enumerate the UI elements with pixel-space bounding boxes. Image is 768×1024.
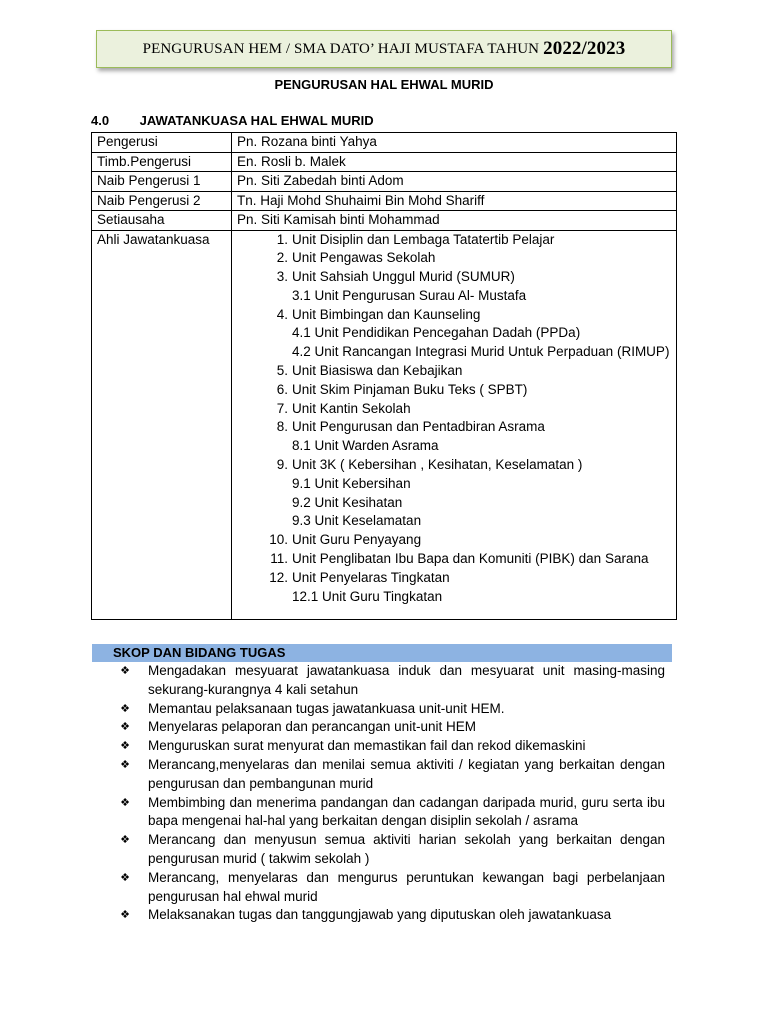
diamond-bullet-icon: ❖ bbox=[120, 871, 130, 884]
unit-number: 4. bbox=[276, 306, 288, 322]
sub-unit-item: 4.2 Unit Rancangan Integrasi Murid Untuk Perpaduan (RIMUP) bbox=[292, 344, 670, 360]
unit-item bbox=[263, 569, 676, 588]
unit-item bbox=[263, 550, 676, 569]
sub-unit-item: 9.1 Unit Kebersihan bbox=[292, 475, 411, 491]
unit-number: 2. bbox=[276, 250, 288, 266]
scope-item-text: Melaksanakan tugas dan tanggungjawab yang diputuskan oleh jawatankuasa bbox=[148, 907, 612, 923]
diamond-bullet-icon: ❖ bbox=[120, 909, 130, 922]
sub-unit-item: 9.3 Unit Keselamatan bbox=[292, 513, 422, 529]
units-list bbox=[237, 231, 676, 607]
diamond-bullet-icon: ❖ bbox=[120, 721, 130, 734]
scope-item-text: Mengadakan mesyuarat jawatankuasa induk dan mesyuarat unit masing-masing sekurang-kurangnya 4 kali setahun bbox=[148, 663, 665, 697]
unit-number: 9. bbox=[276, 457, 288, 473]
sub-unit-item: 3.1 Unit Pengurusan Surau Al- Mustafa bbox=[292, 287, 527, 303]
unit-item bbox=[263, 362, 676, 381]
members-label: Ahli Jawatankuasa bbox=[92, 230, 232, 619]
unit-label: Unit Kantin Sekolah bbox=[292, 400, 411, 416]
committee-role: Naib Pengerusi 1 bbox=[92, 172, 232, 192]
scope-item bbox=[118, 718, 665, 737]
scope-item-text: Memantau pelaksanaan tugas jawatankuasa unit-unit HEM. bbox=[148, 700, 505, 716]
unit-label: Unit Biasiswa dan Kebajikan bbox=[292, 363, 463, 379]
unit-number: 5. bbox=[276, 363, 288, 379]
unit-label: Unit 3K ( Kebersihan , Kesihatan, Keselamatan ) bbox=[292, 457, 583, 473]
scope-item-text: Merancang dan menyusun semua aktiviti harian sekolah yang berkaitan dengan pengurusan murid ( takwim sekolah ) bbox=[148, 832, 665, 866]
unit-item bbox=[263, 231, 676, 250]
unit-label: Unit Pengurusan dan Pentadbiran Asrama bbox=[292, 419, 545, 435]
unit-item bbox=[263, 418, 676, 437]
unit-label: Unit Guru Penyayang bbox=[292, 532, 422, 548]
section-title: JAWATANKUASA HAL EHWAL MURID bbox=[139, 113, 374, 128]
diamond-bullet-icon: ❖ bbox=[120, 758, 130, 771]
sub-unit-item: 12.1 Unit Guru Tingkatan bbox=[292, 588, 443, 604]
unit-number: 3. bbox=[276, 269, 288, 285]
committee-row bbox=[92, 191, 677, 211]
scope-item-text: Menguruskan surat menyurat dan memastikan fail dan rekod dikemaskini bbox=[148, 738, 586, 754]
unit-label: Unit Penyelaras Tingkatan bbox=[292, 569, 450, 585]
unit-number: 11. bbox=[270, 551, 288, 567]
unit-number: 10. bbox=[269, 532, 288, 548]
committee-role: Naib Pengerusi 2 bbox=[92, 191, 232, 211]
unit-item bbox=[263, 249, 676, 268]
scope-item bbox=[118, 737, 665, 756]
scope-item bbox=[118, 869, 665, 907]
diamond-bullet-icon: ❖ bbox=[120, 665, 130, 677]
committee-row bbox=[92, 152, 677, 172]
unit-label: Unit Disiplin dan Lembaga Tatatertib Pelajar bbox=[292, 231, 555, 247]
unit-label: Unit Sahsiah Unggul Murid (SUMUR) bbox=[292, 269, 515, 285]
scope-item bbox=[118, 906, 665, 925]
committee-role: Timb.Pengerusi bbox=[92, 152, 232, 172]
unit-number: 1. bbox=[276, 231, 288, 247]
unit-item bbox=[263, 268, 676, 287]
document-title: PENGURUSAN HAL EHWAL MURID bbox=[274, 77, 494, 92]
scope-item bbox=[118, 831, 665, 869]
committee-member-name: En. Rosli b. Malek bbox=[232, 152, 677, 172]
unit-label: Unit Skim Pinjaman Buku Teks ( SPBT) bbox=[292, 381, 528, 397]
unit-item bbox=[263, 381, 676, 400]
scope-heading: SKOP DAN BIDANG TUGAS bbox=[92, 644, 672, 662]
committee-member-name: Pn. Rozana binti Yahya bbox=[232, 133, 677, 153]
scope-item-text: Merancang,menyelaras dan menilai semua aktiviti / kegiatan yang berkaitan dengan pengurusan dan pembangunan murid bbox=[148, 756, 665, 791]
section-heading bbox=[91, 113, 374, 128]
scope-item bbox=[118, 756, 665, 794]
unit-label: Unit Pengawas Sekolah bbox=[292, 250, 436, 266]
unit-item bbox=[263, 531, 676, 550]
sub-unit-item: 8.1 Unit Warden Asrama bbox=[292, 438, 439, 454]
committee-role: Setiausaha bbox=[92, 211, 232, 231]
unit-number: 12. bbox=[269, 569, 288, 585]
scope-list bbox=[118, 662, 665, 925]
page-header-banner bbox=[96, 30, 672, 68]
committee-member-name: Pn. Siti Zabedah binti Adom bbox=[232, 172, 677, 192]
scope-item-text: Merancang, menyelaras dan mengurus peruntukan kewangan bagi perbelanjaan pengurusan hal ehwal murid bbox=[148, 869, 665, 904]
committee-role: Pengerusi bbox=[92, 133, 232, 153]
scope-item-text: Menyelaras pelaporan dan perancangan unit-unit HEM bbox=[148, 719, 476, 735]
committee-row bbox=[92, 211, 677, 231]
scope-item-text: Membimbing dan menerima pandangan dan cadangan daripada murid, guru serta ibu bapa mengenai hal-hal yang berkaitan dengan disiplin sekolah / asrama bbox=[148, 794, 665, 829]
unit-item bbox=[263, 456, 676, 475]
unit-label: Unit Penglibatan Ibu Bapa dan Komuniti (PIBK) dan Sarana bbox=[292, 551, 649, 567]
unit-number: 7. bbox=[276, 400, 288, 416]
scope-item bbox=[118, 700, 665, 719]
committee-row bbox=[92, 172, 677, 192]
header-year: 2022/2023 bbox=[543, 38, 626, 59]
header-title: PENGURUSAN HEM / SMA DATO’ HAJI MUSTAFA TAHUN bbox=[142, 40, 540, 57]
unit-number: 8. bbox=[276, 419, 288, 435]
unit-item bbox=[263, 306, 676, 325]
sub-unit-item: 4.1 Unit Pendidikan Pencegahan Dadah (PPDa) bbox=[292, 325, 581, 341]
sub-unit-item: 9.2 Unit Kesihatan bbox=[292, 494, 403, 510]
diamond-bullet-icon: ❖ bbox=[120, 740, 130, 753]
section-number: 4.0 bbox=[91, 113, 110, 128]
diamond-bullet-icon: ❖ bbox=[120, 796, 130, 809]
diamond-bullet-icon: ❖ bbox=[120, 702, 130, 715]
units-cell bbox=[232, 230, 677, 619]
scope-item bbox=[118, 794, 665, 832]
unit-label: Unit Bimbingan dan Kaunseling bbox=[292, 306, 481, 322]
unit-number: 6. bbox=[276, 381, 288, 397]
diamond-bullet-icon: ❖ bbox=[120, 834, 130, 847]
scope-item bbox=[118, 662, 665, 700]
unit-item bbox=[263, 400, 676, 419]
committee-member-name: Tn. Haji Mohd Shuhaimi Bin Mohd Shariff bbox=[232, 191, 677, 211]
members-row bbox=[92, 230, 677, 619]
committee-row bbox=[92, 133, 677, 153]
committee-member-name: Pn. Siti Kamisah binti Mohammad bbox=[232, 211, 677, 231]
committee-table bbox=[91, 132, 677, 620]
